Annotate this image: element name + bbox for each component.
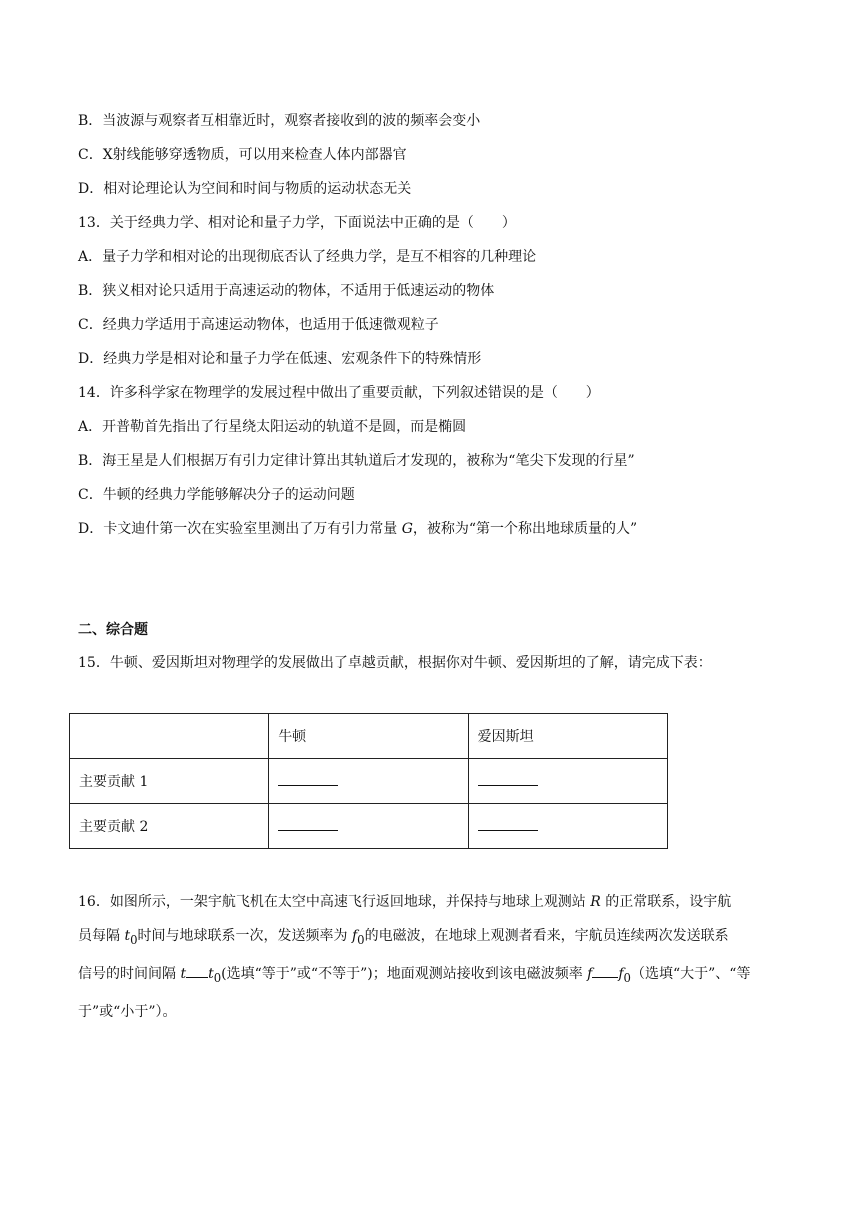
q15-stem: 15．牛顿、爱因斯坦对物理学的发展做出了卓越贡献，根据你对牛顿、爱因斯坦的了解，请完成下表：	[78, 655, 712, 671]
q16-text: （选填“大于”、“等	[630, 965, 751, 982]
subscript-zero: 0	[623, 970, 631, 985]
var-f0: f	[351, 928, 358, 944]
q14-option-d	[78, 519, 637, 539]
answer-blank[interactable]	[278, 818, 338, 831]
answer-blank[interactable]	[478, 818, 538, 831]
var-g: G	[401, 521, 413, 537]
answer-cell	[468, 759, 667, 804]
row-label: 主要贡献 1	[70, 759, 269, 804]
q14-option-c: C．牛顿的经典力学能够解决分子的运动问题	[78, 487, 355, 503]
answer-blank[interactable]	[592, 963, 618, 978]
table-row	[70, 759, 668, 804]
row-label: 主要贡献 2	[70, 804, 269, 849]
q13-option-b: B．狭义相对论只适用于高速运动的物体，不适用于低速运动的物体	[78, 283, 495, 299]
q14-option-a: A．开普勒首先指出了行星绕太阳运动的轨道不是圆，而是椭圆	[78, 419, 467, 435]
answer-blank[interactable]	[186, 963, 208, 978]
q14-stem: 14．许多科学家在物理学的发展过程中做出了重要贡献，下列叙述错误的是（ ）	[78, 385, 600, 401]
q14-option-b: B．海王星是人们根据万有引力定律计算出其轨道后才发现的，被称为“笔尖下发现的行星”	[78, 453, 635, 469]
q13-stem: 13．关于经典力学、相对论和量子力学，下面说法中正确的是（ ）	[78, 215, 516, 231]
q16-text: 员每隔	[78, 928, 125, 944]
q16-text: (选填“等于”或“不等于”)；地面观测站接收到该电磁波频率	[221, 965, 588, 982]
subscript-zero: 0	[213, 970, 222, 985]
var-f: f	[587, 965, 593, 982]
q14-option-d-suffix: ，被称为“第一个称出地球质量的人”	[412, 521, 638, 537]
answer-cell	[269, 759, 468, 804]
table-header-cell	[70, 714, 269, 759]
table-header-row	[70, 714, 668, 759]
table-row	[70, 804, 668, 849]
q16-text: 于”或“小于”）。	[78, 1003, 177, 1020]
prev-option-c: C．X射线能够穿透物质，可以用来检查人体内部器官	[78, 147, 407, 163]
q16-text: 信号的时间间隔	[78, 965, 181, 982]
table-header-newton: 牛顿	[269, 714, 468, 759]
q13-option-d: D．经典力学是相对论和量子力学在低速、宏观条件下的特殊情形	[78, 351, 482, 367]
answer-cell	[468, 804, 667, 849]
q14-option-d-prefix: D．卡文迪什第一次在实验室里测出了万有引力常量	[78, 521, 402, 537]
prev-option-d: D．相对论理论认为空间和时间与物质的运动状态无关	[78, 181, 412, 197]
subscript-zero: 0	[130, 932, 138, 947]
q16-text: 16．如图所示，一架宇航飞机在太空中高速飞行返回地球，并保持与地球上观测站	[78, 894, 591, 910]
subscript-zero: 0	[357, 932, 365, 947]
answer-blank[interactable]	[278, 773, 338, 786]
q13-option-a: A．量子力学和相对论的出现彻底否认了经典力学，是互不相容的几种理论	[78, 249, 537, 265]
answer-blank[interactable]	[478, 773, 538, 786]
var-f0: f	[618, 965, 624, 982]
var-t: t	[180, 965, 187, 982]
var-t0: t	[208, 965, 214, 982]
table-header-einstein: 爱因斯坦	[468, 714, 667, 759]
contribution-table	[69, 713, 668, 849]
q16-paragraph	[78, 885, 782, 1029]
q16-text: 的电磁波，在地球上观测者看来，宇航员连续两次发送联系	[364, 928, 729, 944]
q16-text: 时间与地球联系一次，发送频率为	[137, 928, 352, 944]
var-t0: t	[124, 928, 131, 944]
prev-option-b: B．当波源与观察者互相靠近时，观察者接收到的波的频率会变小	[78, 113, 481, 129]
q16-text: 的正常联系，设宇航	[600, 894, 732, 910]
answer-cell	[269, 804, 468, 849]
section-title: 二、综合题	[78, 622, 148, 638]
var-r: R	[590, 894, 601, 910]
q13-option-c: C．经典力学适用于高速运动物体，也适用于低速微观粒子	[78, 317, 439, 333]
